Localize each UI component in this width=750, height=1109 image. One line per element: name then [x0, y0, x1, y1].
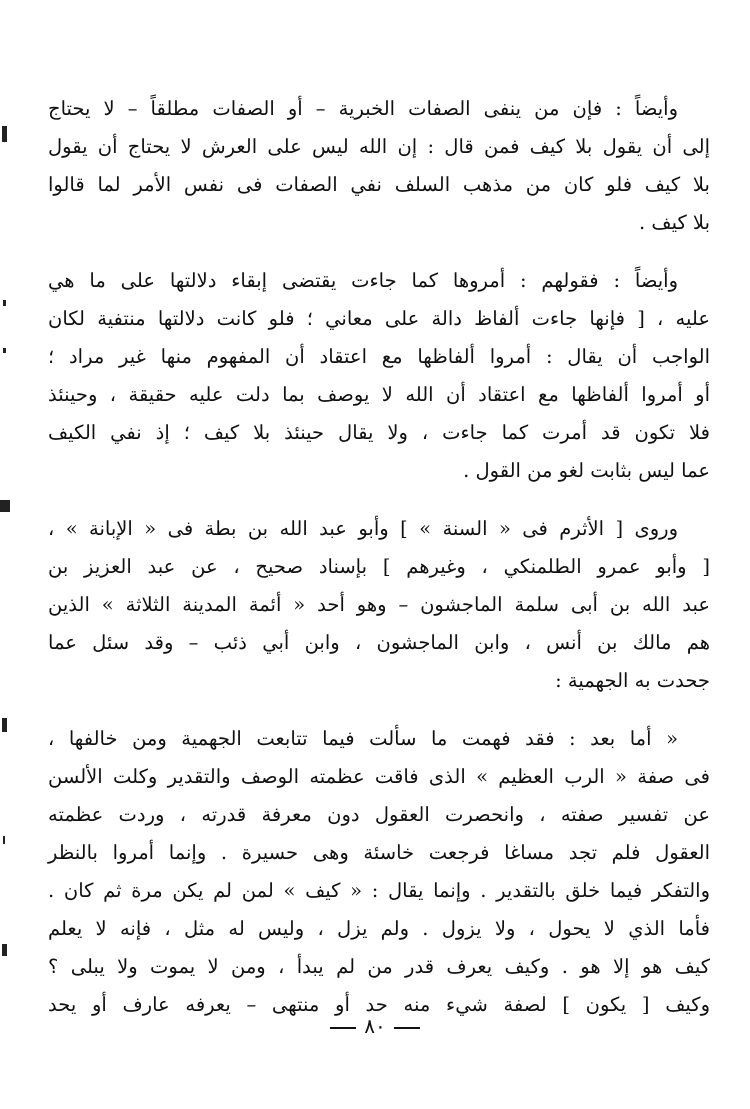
scan-mark [3, 348, 6, 353]
text-line: عليه ، [ فإنها جاءت ألفاظ دالة على معاني ؛ فلو كانت دلالتها منتفية لكان [48, 307, 710, 330]
scan-mark [2, 718, 7, 732]
text-line: فلا تكون قد أمرت كما جاءت ، ولا يقال حينئذ بلا كيف ؛ إذ نفي الكيف [48, 421, 710, 444]
page-number [0, 1014, 750, 1038]
text-line: الواجب أن يقال : أمروا ألفاظها مع اعتقاد أن المفهوم منها غير مراد ؛ [48, 345, 710, 368]
text-line: إلى أن يقول بلا كيف فمن قال : إن الله ليس على العرش لا يحتاج أن يقول [48, 135, 710, 158]
paragraph [48, 262, 710, 490]
scan-mark [2, 126, 7, 142]
scan-mark [2, 944, 7, 956]
text-line: وأيضاً : فإن من ينفى الصفات الخبرية – أو الصفات مطلقاً – لا يحتاج [48, 97, 678, 120]
text-line: عما ليس بثابت لغو من القول . [463, 459, 710, 482]
text-line: بلا كيف فلو كان من مذهب السلف نفي الصفات فى نفس الأمر لما قالوا [48, 173, 710, 196]
text-line: العقول فلم تجد مساغا فرجعت خاسئة وهى حسيرة . وإنما أمروا بالنظر [48, 841, 710, 864]
text-line: والتفكر فيما خلق بالتقدير . وإنما يقال : « كيف » لمن لم يكن مرة ثم كان . [48, 879, 710, 902]
text-line: « أما بعد : فقد فهمت ما سألت فيما تتابعت الجهمية ومن خالفها ، [48, 727, 678, 750]
text-line: كيف هو إلا هو . وكيف يعرف قدر من لم يبدأ ، ومن لا يموت ولا يبلى ؟ [48, 955, 710, 978]
text-line: أو أمروا ألفاظها مع اعتقاد أن الله لا يوصف بما دلت عليه حقيقة ، وحينئذ [48, 383, 710, 406]
body-text [48, 90, 710, 1024]
scan-mark [0, 500, 10, 512]
text-line: وروى [ الأثرم فى « السنة » ] وأبو عبد الله بن بطة فى « الإبانة » ، [48, 517, 678, 540]
text-line: هم مالك بن أنس ، وابن الماجشون ، وابن أبي ذئب – وقد سئل عما [48, 631, 710, 654]
text-line: بلا كيف . [638, 211, 710, 234]
text-line: [ وأبو عمرو الطلمنكي ، وغيرهم ] بإسناد صحيح ، عن عبد العزيز بن [48, 555, 710, 578]
text-line: عبد الله بن أبى سلمة الماجشون – وهو أحد « أئمة المدينة الثلاثة » الذين [48, 593, 710, 616]
dash-decoration [330, 1027, 356, 1029]
dash-decoration [394, 1027, 420, 1029]
text-line: عن تفسير صفته ، وانحصرت العقول دون معرفة قدرته ، وردت عظمته [48, 803, 710, 826]
page-number-value: ٨٠ [364, 1014, 386, 1038]
paragraph [48, 90, 710, 242]
text-line: جحدت به الجهمية : [555, 669, 710, 692]
text-line: فأما الذي لا يحول ، ولا يزول . ولم يزل ، وليس له مثل ، فإنه لا يعلم [48, 917, 710, 940]
paragraph [48, 510, 710, 700]
text-line: وأيضاً : فقولهم : أمروها كما جاءت يقتضى إبقاء دلالتها على ما هي [48, 269, 678, 292]
text-line: فى صفة « الرب العظيم » الذى فاقت عظمته الوصف والتقدير وكلت الألسن [48, 765, 710, 788]
scan-mark [3, 300, 6, 306]
text-line: وكيف [ يكون ] لصفة شيء منه حد أو منتهى – يعرفه عارف أو يحد [48, 993, 710, 1016]
scan-mark [3, 836, 5, 844]
paragraph [48, 720, 710, 1024]
